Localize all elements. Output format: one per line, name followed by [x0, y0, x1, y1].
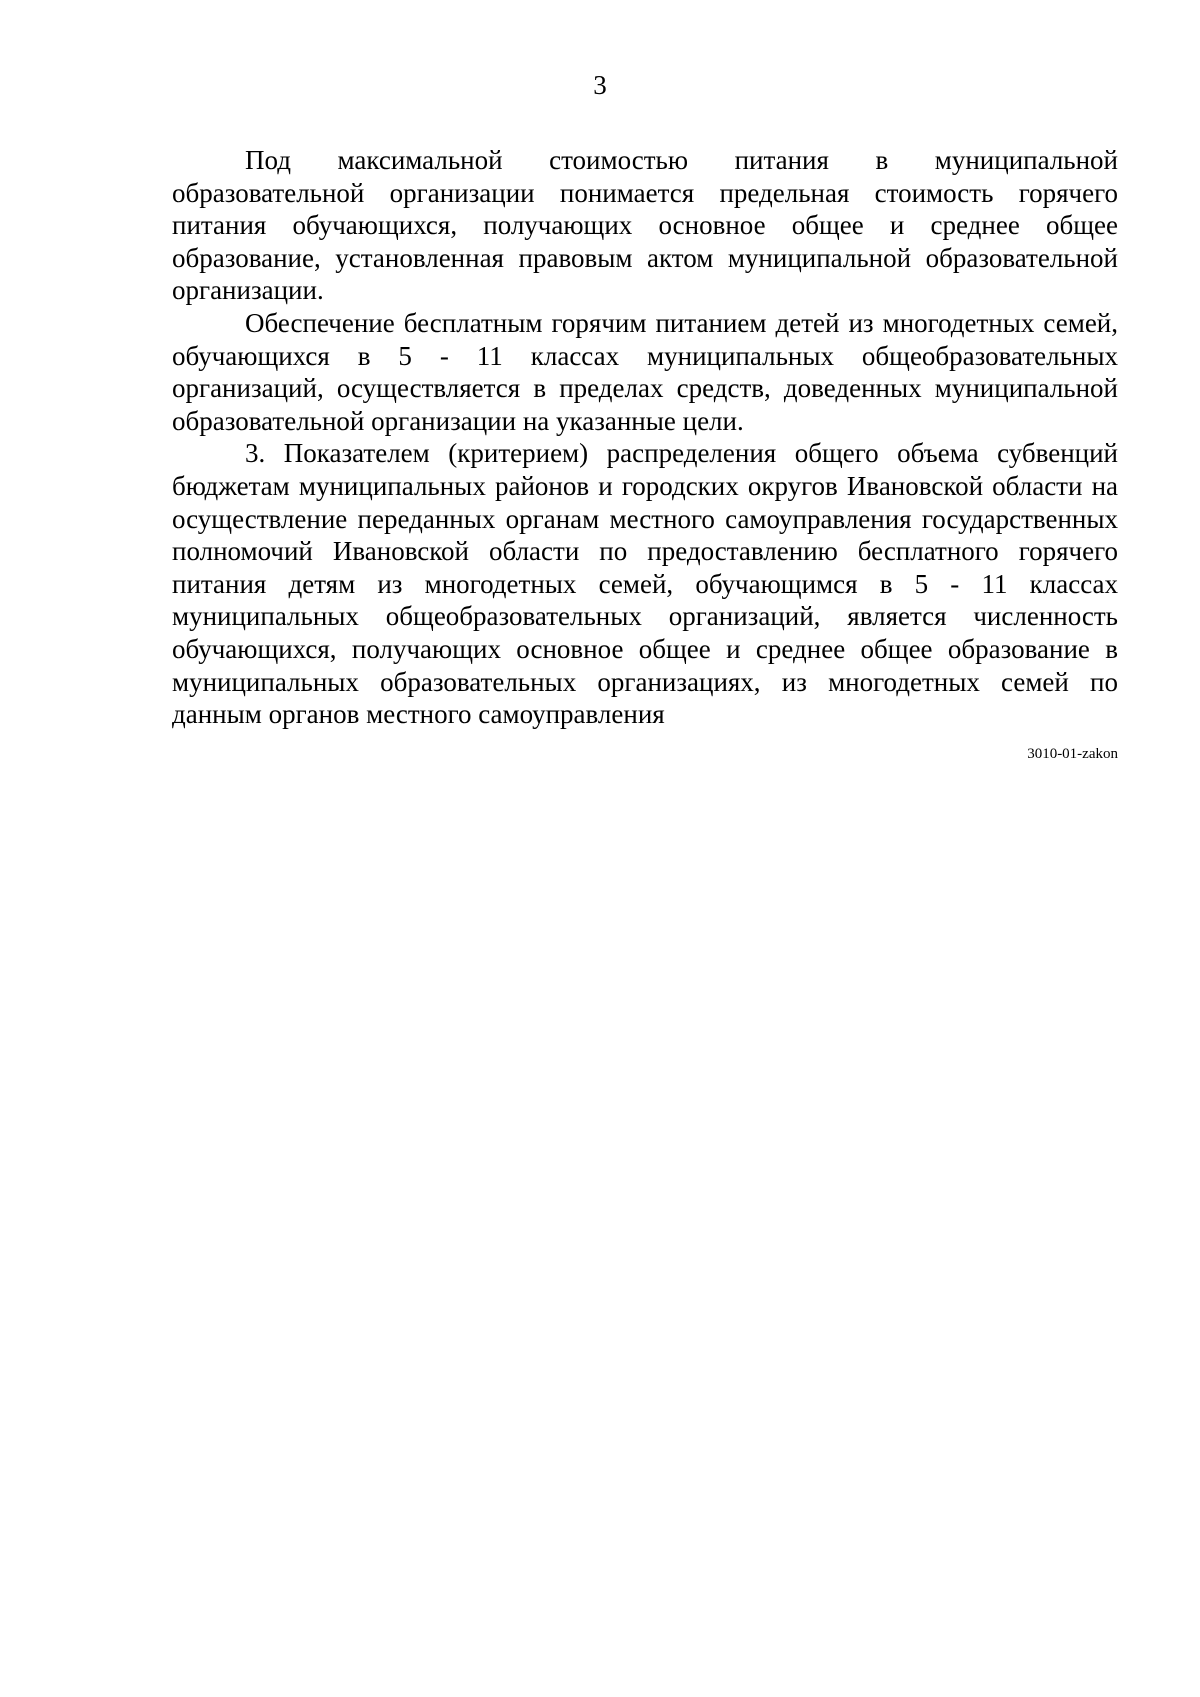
paragraph-free-meals-provision: Обеспечение бесплатным горячим питанием детей из многодетных семей, обучающихся в 5 - 11 классах муниципальных общеобразовательных организаций, осуществляется в пределах средств, доведенных муниципальной образовательной организации на указанные цели.: [172, 307, 1118, 436]
paragraph-subvention-criterion: 3. Показателем (критерием) распределения общего объема субвенций бюджетам муниципальных районов и городских округов Ивановской области на осуществление переданных органам местного самоуправления государственных полномочий Ивановской области по предоставлению бесплатного горячего питания детям из многодетных семей, обучающимся в 5 - 11 классах муниципальных общеобразовательных организаций, является численность обучающихся, получающих основное общее и среднее общее образование в муниципальных образовательных организациях, из многодетных семей по данным органов местного самоуправления: [172, 438, 1118, 730]
page-number: 3: [593, 70, 607, 100]
document-code: 3010-01-zakon: [1027, 746, 1118, 762]
document-body: [172, 144, 1118, 731]
paragraph-max-cost-definition: Под максимальной стоимостью питания в муниципальной образовательной организации понимается предельная стоимость горячего питания обучающихся, получающих основное общее и среднее общее образование, установленная правовым актом муниципальной образовательной организации.: [172, 145, 1118, 306]
